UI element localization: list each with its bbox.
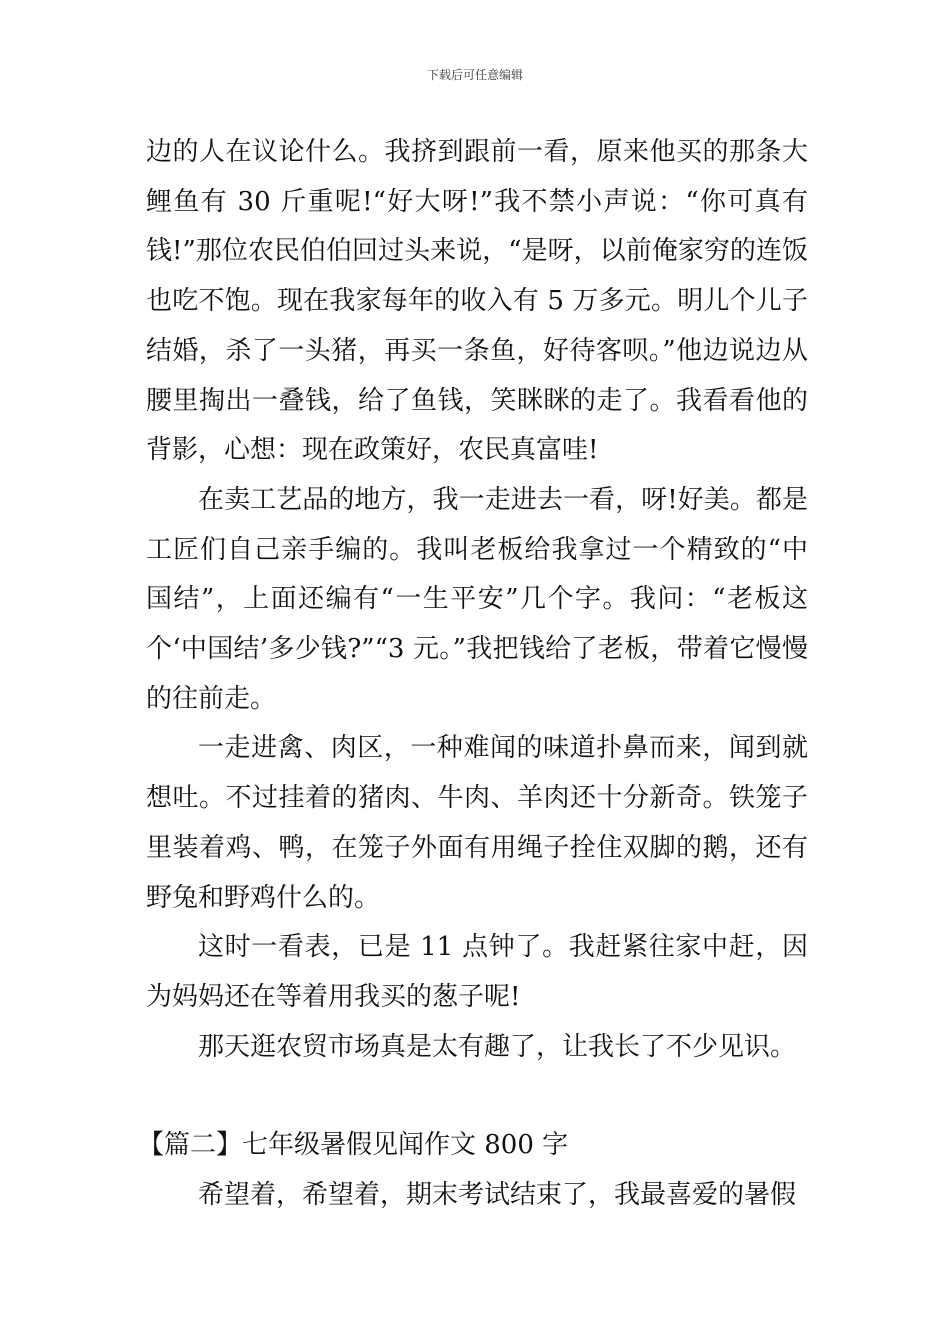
paragraph-handicraft: 在卖工艺品的地方，我一走进去一看，呀!好美。都是工匠们自己亲手编的。我叫老板给我拿过一个精致的“中国结”，上面还编有“一生平安”几个字。我问：“老板这个‘中国结’多少钱?”“3 元。”我把钱给了老板，带着它慢慢的往前走。	[146, 484, 808, 714]
header-note: 下载后可任意编辑	[426, 68, 523, 82]
paragraph-continuation: 边的人在议论什么。我挤到跟前一看，原来他买的那条大鲤鱼有 30 斤重呢!“好大呀!”我不禁小声说：“你可真有钱!”那位农民伯伯回过头来说，“是呀，以前俺家穷的连饭也吃不饱。现在我家每年的收入有 5 万多元。明儿个儿子结婚，杀了一头猪，再买一条鱼，好待客呗。”他边说边从腰里掏出一叠钱，给了鱼钱，笑眯眯的走了。我看看他的背影，心想：现在政策好，农民真富哇!	[146, 137, 808, 466]
paragraph-conclusion: 那天逛农贸市场真是太有趣了，让我长了不少见识。	[198, 1031, 797, 1062]
document-body	[138, 128, 808, 1221]
section-heading: 【篇二】七年级暑假见闻作文 800 字	[138, 1130, 569, 1161]
paragraph-section-start: 希望着，希望着，期末考试结束了，我最喜爱的暑假	[198, 1180, 797, 1211]
paragraph-meat-area: 一走进禽、肉区，一种难闻的味道扑鼻而来，闻到就想吐。不过挂着的猪肉、牛肉、羊肉还十分新奇。铁笼子里装着鸡、鸭，在笼子外面有用绳子拴住双脚的鹅，还有野兔和野鸡什么的。	[146, 733, 808, 913]
paragraph-time: 这时一看表，已是 11 点钟了。我赶紧往家中赶，因为妈妈还在等着用我买的葱子呢!	[146, 932, 808, 1012]
